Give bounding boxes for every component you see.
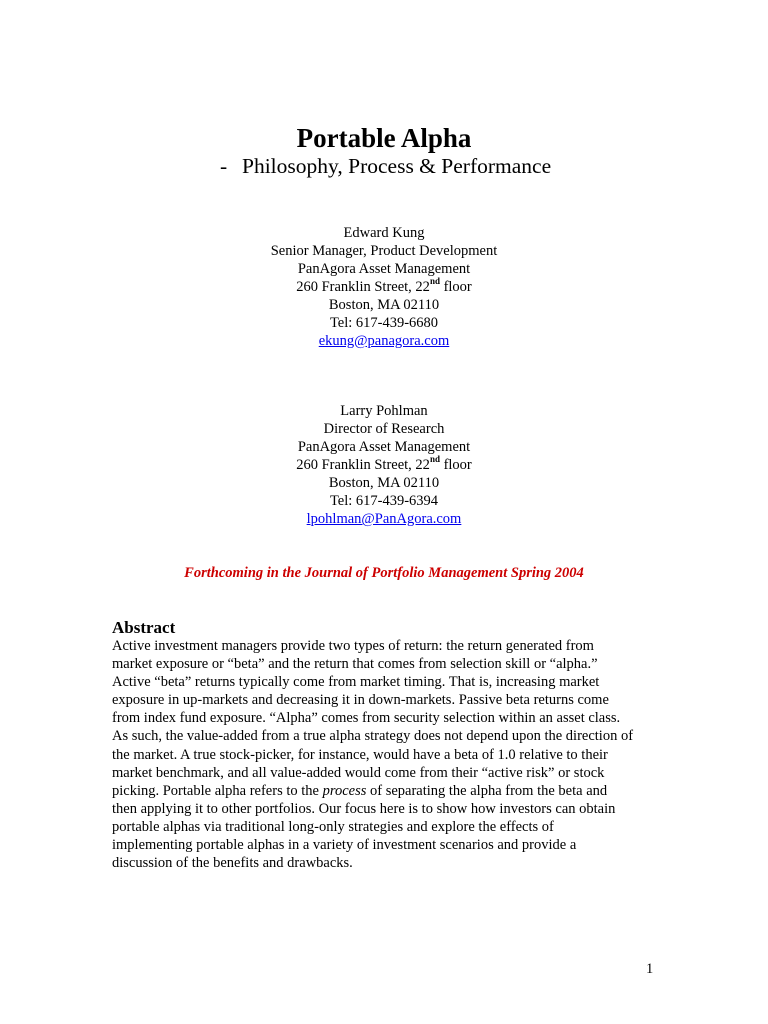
author-address xyxy=(0,278,768,296)
address-floor: floor xyxy=(439,279,472,295)
page-number: 1 xyxy=(646,961,654,977)
abstract-body xyxy=(112,637,672,872)
subtitle-text: Philosophy, Process & Performance xyxy=(242,154,552,178)
author-city: Boston, MA 02110 xyxy=(328,297,440,313)
abstract-line: from index fund exposure. “Alpha” comes from security selection within an asset class. xyxy=(112,710,621,727)
author-email-line xyxy=(0,332,768,350)
paper-subtitle xyxy=(220,152,551,180)
abstract-line: Active “beta” returns typically come from market timing. That is, increasing market xyxy=(112,674,600,691)
author-name: Larry Pohlman xyxy=(340,403,428,419)
abstract-line-process xyxy=(112,782,672,800)
address-floor: floor xyxy=(439,457,472,473)
address-street: 260 Franklin Street, 22 xyxy=(296,279,430,295)
author-email-link[interactable]: lpohlman@PanAgora.com xyxy=(306,511,462,527)
author-block-pohlman xyxy=(0,402,768,528)
abstract-line: exposure in up-markets and decreasing it in down-markets. Passive beta returns come xyxy=(112,692,609,709)
abstract-line: Active investment managers provide two types of return: the return generated from xyxy=(112,638,594,654)
abstract-line: the market. A true stock-picker, for instance, would have a beta of 1.0 relative to their xyxy=(112,746,608,763)
author-company: PanAgora Asset Management xyxy=(297,439,471,455)
paper-title: Portable Alpha xyxy=(296,123,472,153)
author-email-link[interactable]: ekung@panagora.com xyxy=(318,333,450,349)
publication-note: Forthcoming in the Journal of Portfolio Management Spring 2004 xyxy=(184,565,584,581)
author-company: PanAgora Asset Management xyxy=(297,261,471,277)
abstract-line: market benchmark, and all value-added would come from their “active risk” or stock xyxy=(112,764,605,781)
abstract-line: As such, the value-added from a true alpha strategy does not depend upon the direction of xyxy=(112,728,634,745)
abstract-line: implementing portable alphas in a variety of investment scenarios and provide a xyxy=(112,837,577,854)
subtitle-dash: - xyxy=(220,154,228,178)
author-block-kung xyxy=(0,224,768,350)
author-role: Senior Manager, Product Development xyxy=(270,243,498,259)
author-name: Edward Kung xyxy=(343,225,425,241)
address-street: 260 Franklin Street, 22 xyxy=(296,457,430,473)
address-ordinal: nd xyxy=(429,454,440,465)
address-ordinal: nd xyxy=(429,276,440,287)
abstract-line: then applying it to other portfolios. Our focus here is to show how investors can obtain xyxy=(112,800,616,817)
abstract-line: market exposure or “beta” and the return that comes from selection skill or “alpha.” xyxy=(112,656,598,673)
author-address xyxy=(0,456,768,474)
author-role: Director of Research xyxy=(323,421,445,437)
abstract-heading: Abstract xyxy=(112,618,176,637)
abstract-line: portable alphas via traditional long-only strategies and explore the effects of xyxy=(112,818,554,835)
abstract-line: discussion of the benefits and drawbacks. xyxy=(112,855,353,872)
abstract-line-start: picking. Portable alpha refers to the xyxy=(112,782,323,799)
author-tel: Tel: 617-439-6680 xyxy=(329,315,439,331)
abstract-line-end: of separating the alpha from the beta and xyxy=(366,782,608,799)
author-tel: Tel: 617-439-6394 xyxy=(329,493,439,509)
abstract-italic-word: process xyxy=(322,782,367,799)
author-city: Boston, MA 02110 xyxy=(328,475,440,491)
author-email-line xyxy=(0,510,768,528)
